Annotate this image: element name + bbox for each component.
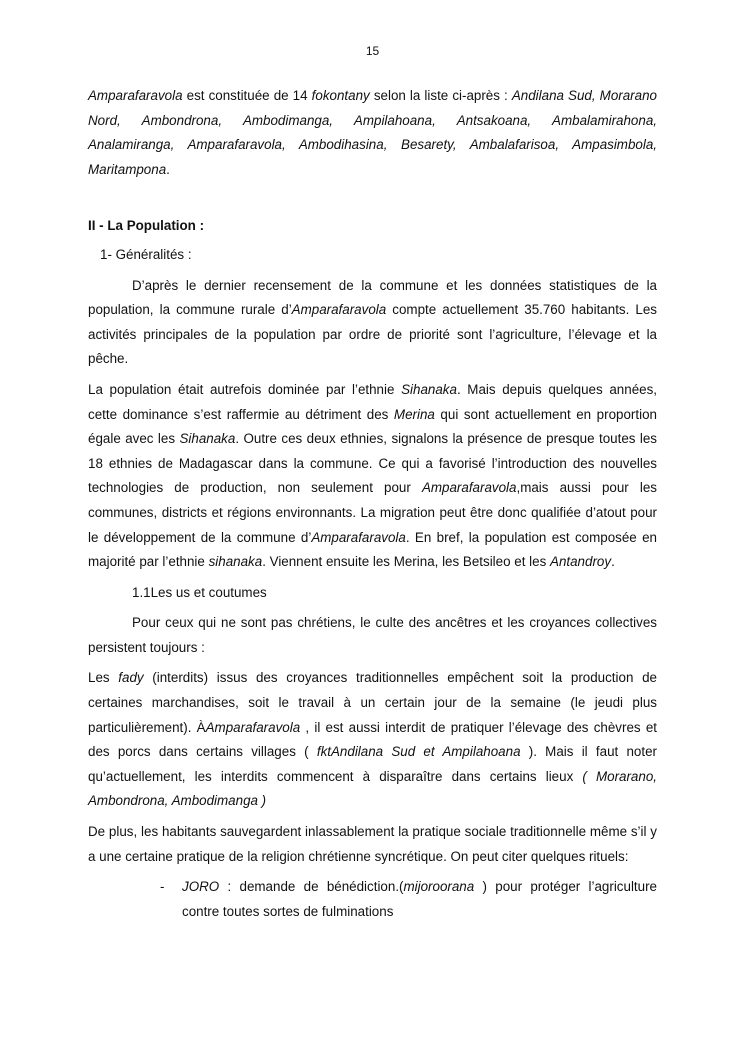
ethnies-text-7: . Viennent ensuite les Merina, les Betsileo et les: [262, 554, 551, 570]
fady-term: fady: [118, 670, 144, 686]
fady-text-2: (interdits) issus des croyances traditionnelles empêchent soit la production de certaines marchandises, soit le travail à un certain jour de la semaine (le jeudi plus particulièrement). À: [88, 670, 657, 735]
fady-text-4: ). Mais il faut noter qu’actuellement, les interdits commencent à disparaître dans certains lieux: [88, 744, 657, 784]
bullet-dash: -: [160, 879, 165, 895]
joro-text-1: : demande de bénédiction.(: [219, 879, 404, 895]
ethnies-text-8: .: [611, 554, 615, 570]
section-title-population: II - La Population :: [88, 218, 205, 234]
paragraph-census: [88, 274, 657, 372]
fady-text-3: , il est aussi interdit de pratiquer l’élevage des chèvres et des porcs dans certains villages (: [88, 719, 657, 760]
ethnies-text-5: ,mais aussi pour les communes, districts et régions environnants. La migration peut être donc qualifiée d’atout pour le développement de la commune d’: [88, 480, 657, 545]
ethnies-sihanaka-3: sihanaka: [208, 554, 263, 570]
paragraph-ethnies: [88, 378, 657, 575]
ethnies-merina: Merina: [393, 406, 435, 422]
intro-fokontany: fokontany: [311, 88, 370, 103]
intro-text-1: est constituée de 14: [182, 88, 312, 103]
ethnies-text-4: . Outre ces deux ethnies, signalons la présence de presque toutes les 18 ethnies de Madagascar dans la commune. Ce qui a favorisé l’introduction des nouvelles technologies de production, non seulement pour: [88, 431, 658, 496]
ethnies-sihanaka-2: Sihanaka: [179, 431, 236, 447]
ethnies-sihanaka-1: Sihanaka: [401, 381, 457, 397]
intro-paragraph: [88, 84, 657, 182]
paragraph-fady: [88, 666, 657, 814]
census-text-2: compte actuellement 35.760 habitants. Les activités principales de la population par ordre de priorité sont l’agriculture, l’élevage et la pêche.: [88, 302, 657, 367]
subsection-title-us-coutumes: 1.1Les us et coutumes: [132, 584, 267, 600]
list-item-joro: [88, 875, 657, 924]
fady-fokontany: fktAndilana Sud et Ampilahoana: [316, 744, 521, 760]
ethnies-commune-1: Amparafaravola: [421, 480, 517, 496]
intro-fokontany-list: Andilana Sud, Morarano Nord, Ambondrona, Ambodimanga, Ampilahoana, Antsakoana, Ambalamirahona, Analamiranga, Amparafaravola, Ambodihasina, Besarety, Ambalafarisoa, Ampasimbola, Maritampona: [88, 88, 657, 177]
ethnies-text-3: qui sont actuellement en proportion égale avec les: [88, 406, 657, 447]
intro-end: .: [166, 161, 170, 177]
intro-commune: Amparafaravola: [88, 88, 183, 103]
joro-mijoroorana: mijoroorana: [403, 879, 475, 895]
paragraph-rituels: De plus, les habitants sauvegardent inlassablement la pratique sociale traditionnelle même s’il y a une certaine pratique de la religion chrétienne syncrétique. On peut citer quelques rituels:: [88, 824, 657, 864]
census-text-1: D’après le dernier recensement de la commune et les données statistiques de la population, la commune rurale d’: [88, 277, 657, 318]
intro-text-2: selon la liste ci-après :: [369, 88, 512, 103]
fady-commune: Amparafaravola: [205, 719, 301, 735]
page-number: 15: [365, 44, 380, 58]
fady-places: ( Morarano, Ambondrona, Ambodimanga ): [88, 768, 657, 809]
fady-text-1: Les: [88, 670, 119, 686]
ethnies-commune-2: Amparafaravola: [311, 529, 406, 545]
paragraph-culte: Pour ceux qui ne sont pas chrétiens, le culte des ancêtres et les croyances collectives persistent toujours :: [88, 615, 657, 655]
joro-term: JORO: [182, 879, 220, 895]
ethnies-antandroy: Antandroy: [550, 554, 612, 570]
ethnies-text-6: . En bref, la population est composée en majorité par l’ethnie: [88, 529, 657, 570]
subsection-title-generalites: 1- Généralités :: [100, 246, 192, 262]
document-body: [88, 84, 657, 930]
ethnies-text-1: La population était autrefois dominée par l’ethnie: [88, 381, 402, 397]
ethnies-text-2: . Mais depuis quelques années, cette dominance s’est raffermie au détriment des: [88, 381, 658, 422]
joro-text-2: ) pour protéger l’agriculture contre toutes sortes de fulminations: [182, 879, 657, 919]
census-commune: Amparafaravola: [291, 302, 387, 318]
